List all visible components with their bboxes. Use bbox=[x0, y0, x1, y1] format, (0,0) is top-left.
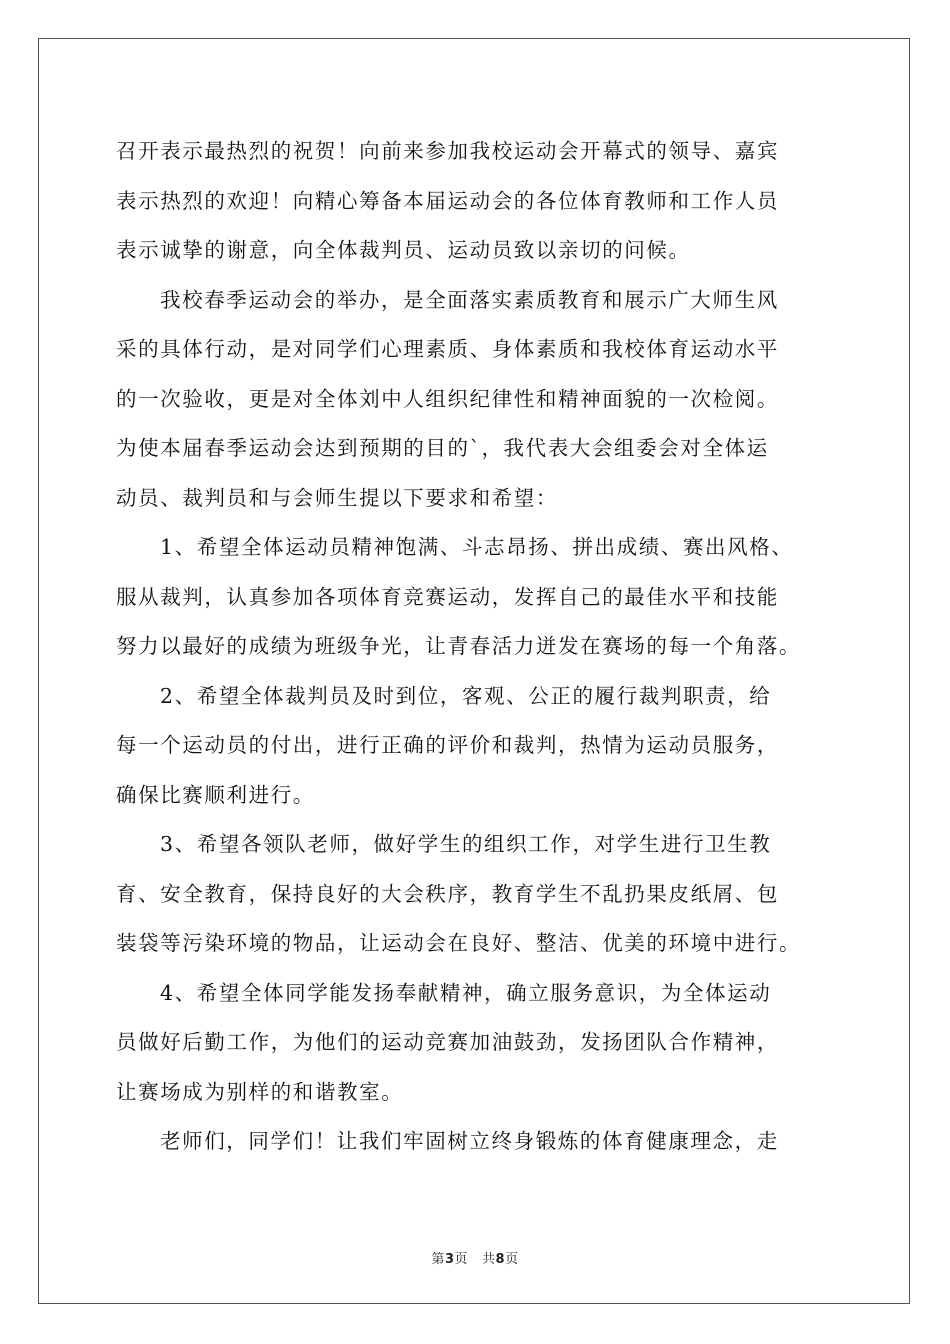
text-line: 3、希望各领队老师，做好学生的组织工作，对学生进行卫生教 bbox=[160, 832, 772, 856]
paragraph-3 bbox=[116, 523, 856, 672]
text-line: 动员、裁判员和与会师生提以下要求和希望： bbox=[116, 485, 558, 510]
page-indicator bbox=[431, 1252, 468, 1267]
total-pages-indicator bbox=[482, 1252, 519, 1267]
text-line: 努力以最好的成绩为班级争光，让青春活力迸发在赛场的每一个角落。 bbox=[116, 634, 802, 658]
text-line: 2、希望全体裁判员及时到位，客观、公正的履行裁判职责，给 bbox=[160, 683, 772, 708]
text-line: 育、安全教育，保持良好的大会秩序，教育学生不乱扔果皮纸屑、包 bbox=[116, 881, 779, 906]
text-line: 服从裁判，认真参加各项体育竞赛运动，发挥自己的最佳水平和技能 bbox=[116, 584, 779, 609]
paragraph-2 bbox=[116, 276, 856, 524]
paragraph-7 bbox=[116, 1117, 856, 1167]
text-line: 员做好后勤工作，为他们的运动竞赛加油鼓劲，发扬团队合作精神， bbox=[116, 1030, 779, 1054]
text-line: 每一个运动员的付出，进行正确的评价和裁判，热情为运动员服务， bbox=[116, 733, 779, 757]
text-line: 让赛场成为别样的和谐教室。 bbox=[116, 1079, 404, 1104]
paragraph-1 bbox=[116, 127, 856, 276]
page-prefix: 第 bbox=[431, 1252, 445, 1267]
paragraph-5 bbox=[116, 820, 856, 969]
total-prefix: 共 bbox=[482, 1252, 496, 1267]
text-line: 表示热烈的欢迎！向精心筹备本届运动会的各位体育教师和工作人员 bbox=[116, 188, 779, 213]
page-number: 3 bbox=[444, 1252, 455, 1267]
text-line: 装袋等污染环境的物品，让运动会在良好、整洁、优美的环境中进行。 bbox=[116, 931, 802, 955]
text-line: 老师们，同学们！让我们牢固树立终身锻炼的体育健康理念，走 bbox=[160, 1129, 779, 1153]
text-line: 表示诚挚的谢意，向全体裁判员、运动员致以亲切的问候。 bbox=[116, 238, 691, 262]
paragraph-6 bbox=[116, 969, 856, 1118]
paragraph-4 bbox=[116, 672, 856, 821]
text-line: 确保比赛顺利进行。 bbox=[116, 782, 315, 807]
text-line: 1、希望全体运动员精神饱满、斗志昂扬、拼出成绩、赛出风格、 bbox=[160, 535, 794, 559]
total-suffix: 页 bbox=[505, 1252, 519, 1267]
page-footer bbox=[0, 1248, 950, 1267]
text-line: 我校春季运动会的举办，是全面落实素质教育和展示广大师生风 bbox=[160, 287, 779, 312]
total-page-count: 8 bbox=[495, 1252, 506, 1267]
text-line: 为使本届春季运动会达到预期的目的`，我代表大会组委会对全体运 bbox=[116, 436, 769, 460]
text-line: 4、希望全体同学能发扬奉献精神，确立服务意识，为全体运动 bbox=[160, 980, 772, 1005]
page-suffix: 页 bbox=[454, 1252, 468, 1267]
text-line: 采的具体行动，是对同学们心理素质、身体素质和我校体育运动水平 bbox=[116, 337, 779, 361]
text-line: 的一次验收，更是对全体刘中人组织纪律性和精神面貌的一次检阅。 bbox=[116, 386, 779, 411]
text-line: 召开表示最热烈的祝贺！向前来参加我校运动会开幕式的领导、嘉宾 bbox=[116, 139, 779, 163]
document-body bbox=[116, 127, 856, 1167]
